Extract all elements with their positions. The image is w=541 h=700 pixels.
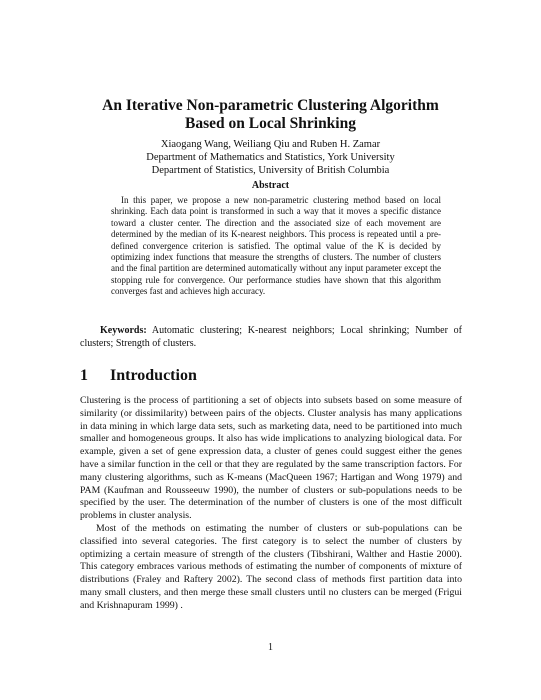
page-number: 1	[268, 642, 273, 653]
section-heading	[80, 367, 197, 385]
paragraph-2: Most of the methods on estimating the number of clusters or sub-populations can be classified into several categories. The first category is to select the number of clusters by optimizing a certain measure of strength of the clusters (Tibshirani, Walther and Hastie 2000). This category embraces various methods of estimating the number of components of mixture of distributions (Fraley and Raftery 2002). The second class of methods first partition data into many small clusters, and then merge these small clusters until no clusters can be merged (Frigui and Krishnapuram 1999) .	[80, 522, 462, 611]
title-line-1: An Iterative Non-parametric Clustering Algorithm	[102, 97, 439, 114]
paragraph-1: Clustering is the process of partitioning a set of objects into subsets based on some measure of similarity (or dissimilarity) between pairs of the objects. Cluster analysis has many applications in data mining in which large data sets, such as marketing data, need to be partitioned into much smaller and homogeneous groups. It also has wide implications to analyzing biological data. For example, given a set of gene expression data, a cluster of genes could suggest either the genes have a similar function in the cell or that they are regulated by the same transcription factors. For many clustering algorithms, such as K-means (MacQueen 1967; Hartigan and Wong 1979) and PAM (Kaufman and Rousseeuw 1990), the number of clusters or sub-populations needs to be specified by the user. The determination of the number of clusters is one of the most difficult problems in cluster analysis.	[80, 395, 462, 522]
title-line-2: Based on Local Shrinking	[185, 115, 356, 132]
affiliation-1: Department of Mathematics and Statistics, York University	[146, 152, 395, 163]
section-number: 1	[80, 367, 88, 384]
abstract-heading: Abstract	[251, 180, 290, 191]
body-text	[80, 395, 462, 613]
section-title: Introduction	[110, 367, 197, 384]
keywords-label: Keywords:	[100, 325, 147, 336]
abstract-text: In this paper, we propose a new non-parametric clustering method based on local shrinking. Each data point is transformed in such a way that it moves a specific distance toward a cluster center. The direction and the associated size of each movement are determined by the median of its K-nearest neighbors. This process is repeated until a pre-defined convergence criterion is satisfied. The optimal value of the K is decided by optimizing index functions that measure the strengths of clusters. The number of clusters and the final partition are determined automatically without any input parameter except the stopping rule for convergence. Our performance studies have shown that this algorithm converges fast and achieves high accuracy.	[111, 195, 441, 297]
keywords-text: Automatic clustering; K-nearest neighbors; Local shrinking; Number of clusters; Strength of clusters.	[80, 325, 462, 349]
author-block	[60, 138, 481, 177]
paper-title	[60, 97, 481, 133]
author-names: Xiaogang Wang, Weiliang Qiu and Ruben H. Zamar	[160, 139, 381, 150]
affiliation-2: Department of Statistics, University of British Columbia	[151, 165, 390, 176]
keywords-block	[80, 324, 462, 350]
